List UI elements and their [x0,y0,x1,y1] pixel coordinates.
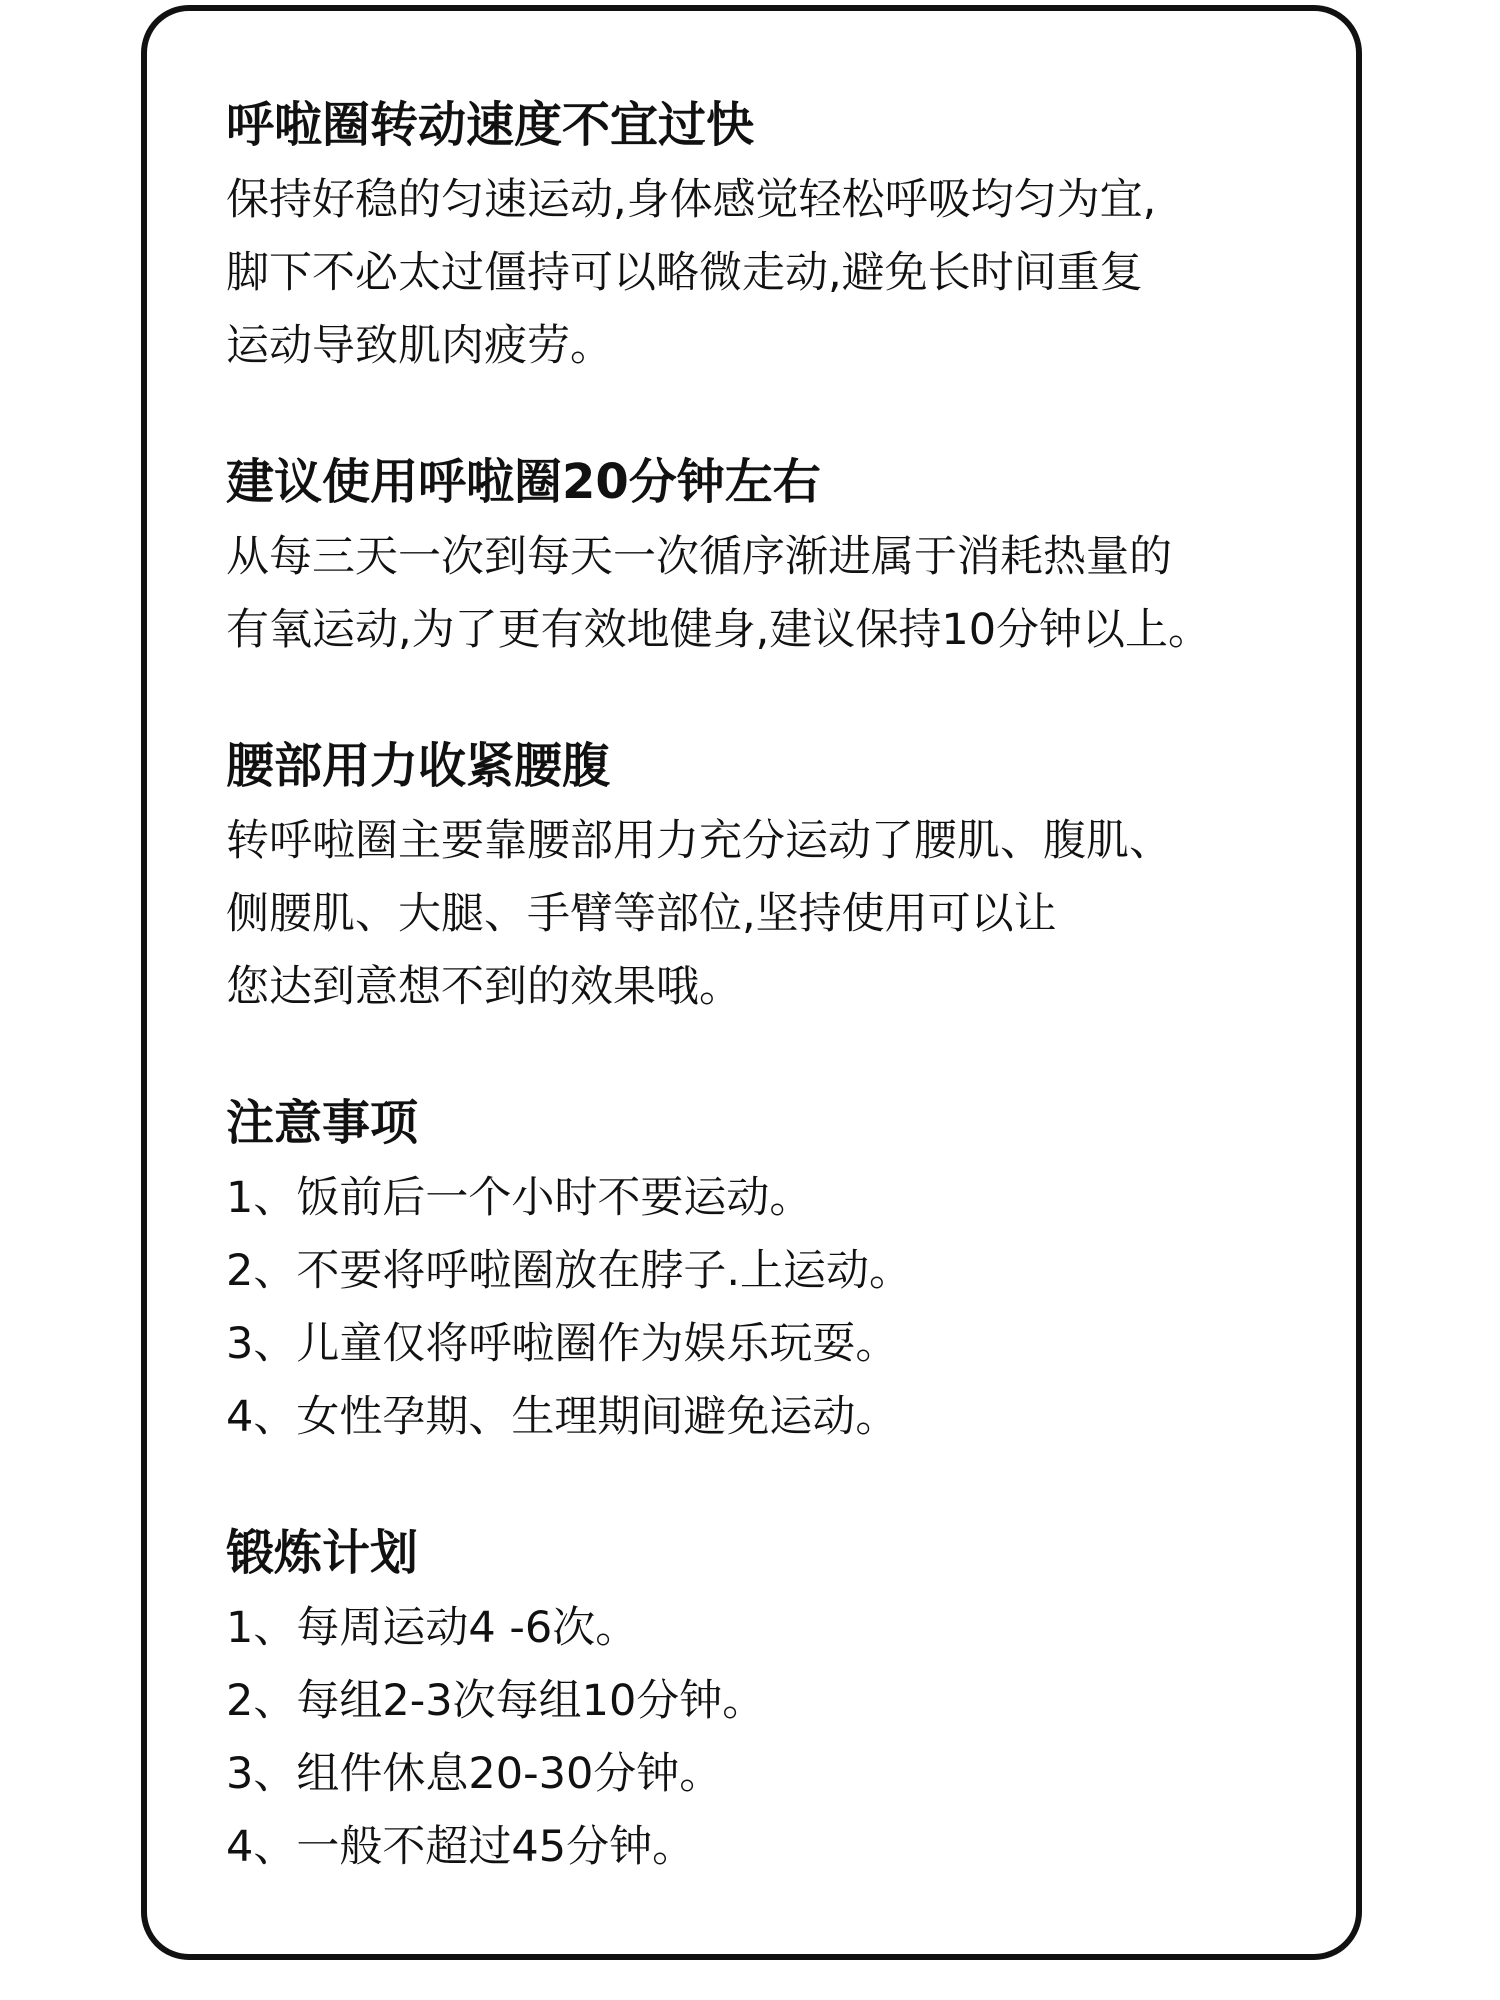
section-precautions [226,1088,1336,1454]
list-item: 4、女性孕期、生理期间避免运动。 [226,1392,899,1442]
list-item: 1、饭前后一个小时不要运动。 [226,1173,813,1223]
card-content [226,90,1336,1884]
section-title: 锻炼计划 [226,1525,419,1581]
paragraph-line: 保持好稳的匀速运动,身体感觉轻松呼吸均匀为宜, [226,175,1157,225]
section-waist-tighten [226,731,1336,1024]
section-training-plan [226,1518,1336,1884]
section-title: 呼啦圈转动速度不宜过快 [226,97,755,153]
list-item: 1、每周运动4 -6次。 [226,1603,639,1653]
section-title: 注意事项 [226,1095,419,1151]
list-item: 3、儿童仅将呼啦圈作为娱乐玩耍。 [226,1319,899,1369]
paragraph-line: 侧腰肌、大腿、手臂等部位,坚持使用可以让 [226,889,1057,939]
section-title: 腰部用力收紧腰腹 [226,738,611,794]
paragraph-line: 您达到意想不到的效果哦。 [226,962,742,1012]
paragraph-line: 从每三天一次到每天一次循序渐进属于消耗热量的 [226,532,1172,582]
paragraph-line: 脚下不必太过僵持可以略微走动,避免长时间重复 [226,248,1143,298]
list-item: 2、每组2-3次每组10分钟。 [226,1676,766,1726]
list-item: 4、一般不超过45分钟。 [226,1822,696,1872]
section-title: 建议使用呼啦圈20分钟左右 [226,454,821,510]
paragraph-line: 运动导致肌肉疲劳。 [226,321,613,371]
paragraph-line: 转呼啦圈主要靠腰部用力充分运动了腰肌、腹肌、 [226,816,1172,866]
section-duration-advice [226,447,1336,667]
list-item: 3、组件休息20-30分钟。 [226,1749,723,1799]
paragraph-line: 有氧运动,为了更有效地健身,建议保持10分钟以上。 [226,605,1212,655]
list-item: 2、不要将呼啦圈放在脖子.上运动。 [226,1246,913,1296]
section-hula-speed [226,90,1336,383]
